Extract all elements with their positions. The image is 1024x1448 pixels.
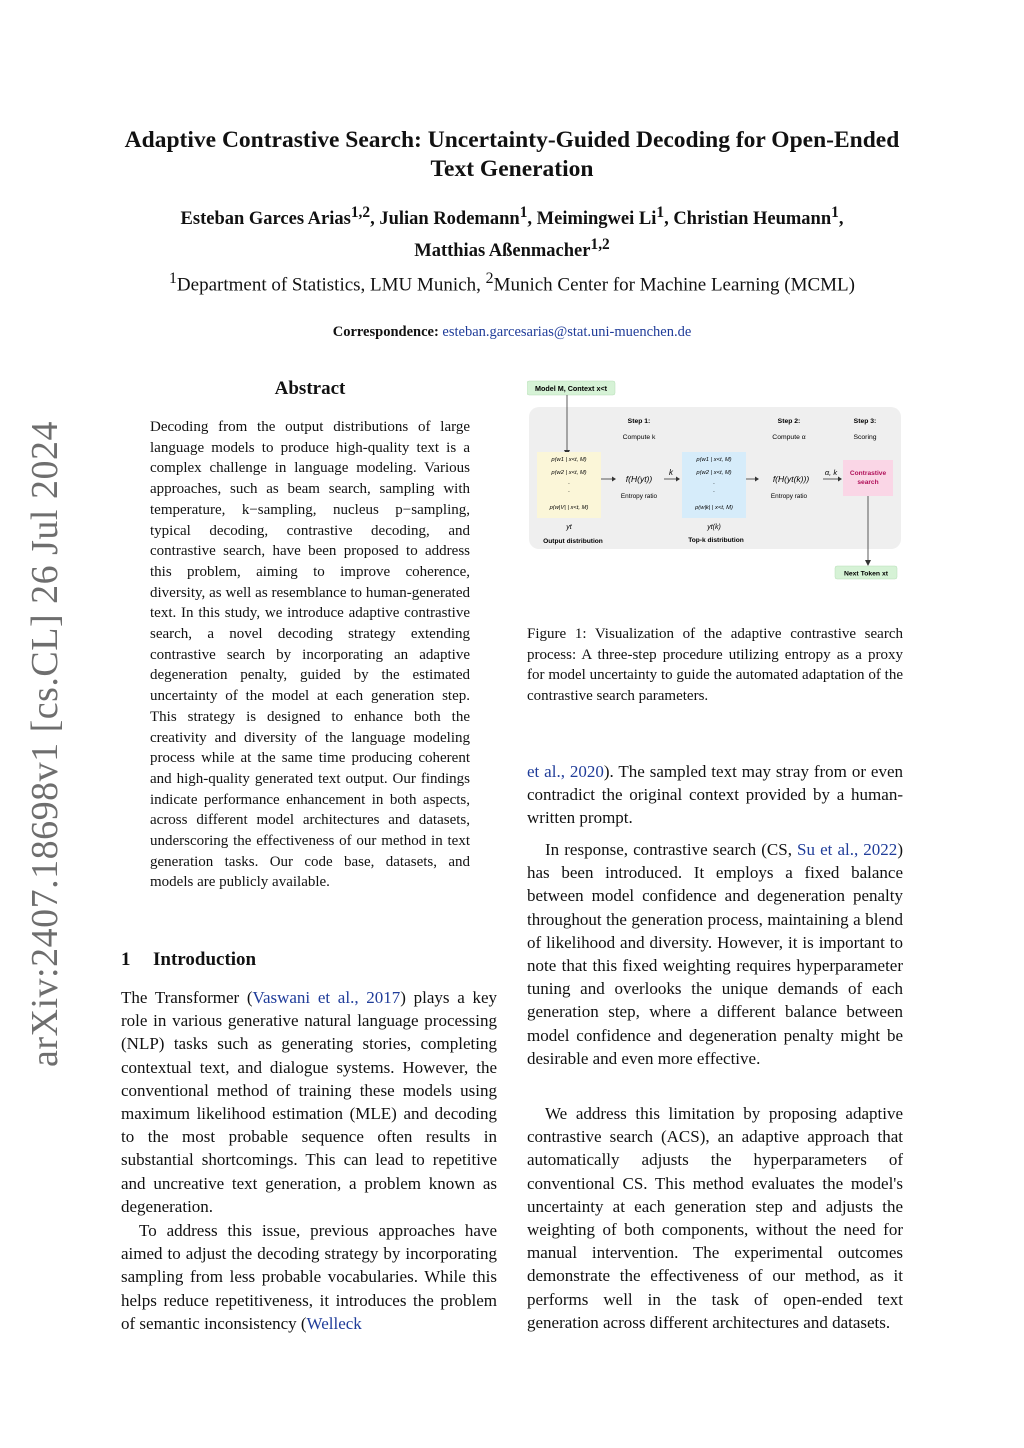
right-paragraph-2 <box>527 838 903 1070</box>
author: Matthias Aßenmacher <box>414 241 591 262</box>
prob-row: p(w1 | x<t, M) <box>551 457 587 463</box>
abstract-heading: Abstract <box>274 378 346 399</box>
output-distribution-label: Output distribution <box>543 538 603 545</box>
entropy-function-1: f(H(yt)) <box>625 474 653 484</box>
arrowhead <box>865 560 871 566</box>
email-link[interactable]: esteban.garcesarias@stat.uni-muenchen.de <box>442 324 692 340</box>
model-context-label: Model M, Context x<t <box>534 384 608 393</box>
figure-1-diagram <box>527 378 903 583</box>
prob-dot: . <box>713 480 715 486</box>
alpha-k-label: α, k <box>824 468 838 477</box>
figure-caption: Figure 1: Visualization of the adaptive contrastive search process: A three-step procedure utilizing entropy as a proxy for model uncertainty to guide the automated adaptation of the contrastive search parameters. <box>527 626 903 705</box>
affiliation-2: Munich Center for Machine Learning (MCML) <box>493 274 855 296</box>
author-sup: 1 <box>656 204 665 221</box>
right-paragraph-3: We address this limitation by proposing adaptive contrastive search (ACS), an adaptive approach that automatically adjusts the hyperparameters of conventional CS. This method evaluates the model's uncertainty at each generation step and adjusts the weighting of both components, without the need for manual intervention. The experimental outcomes demonstrate the effectiveness of our method, as it performs well in the task of open-ended text generation across different architectures and datasets. <box>527 1104 903 1332</box>
author: Esteban Garces Arias <box>180 209 351 230</box>
text: To address this issue, previous approaches have aimed to adjust the decoding strategy by incorporating sampling from less probable vocabularies. While this helps reduce repetitiveness, it introduces the problem of semantic inconsistency ( <box>121 1221 497 1333</box>
correspondence <box>120 324 904 341</box>
author-sup: 1 <box>519 204 528 221</box>
affil-sup: 2 <box>485 270 494 287</box>
prob-dot: . <box>568 480 570 486</box>
section-heading-introduction <box>121 949 256 971</box>
arxiv-stamp: arXiv:2407.18698v1 [cs.CL] 26 Jul 2024 <box>24 421 66 1067</box>
text: ). The sampled text may stray from or even contradict the original context provided by a human-written prompt. <box>527 762 903 828</box>
text: ) plays a key role in various generative natural language processing (NLP) tasks such as generating stories, completing contextual text, and dialogue systems. However, the conventional method of training these models using maximum likelihood estimation (MLE) and decoding to the most probable sequence often results in substantial shortcomings. This can lead to repetitive and uncreative text generation, a problem known as degeneration. <box>121 988 498 1216</box>
citation-link[interactable]: et al., 2020 <box>527 762 604 781</box>
text: ) has been introduced. It employs a fixed balance between model confidence and degeneration penalty throughout the generation process, maintaining a blend of likelihood and diversity. However, it is important to note that this fixed weighting requires hyperparameter tuning and overlooks the unique demands of each generation step, where a different balance between model confidence and degeneration penalty might be desirable and even more effective. <box>527 840 903 1068</box>
step3-label: Step 3: <box>853 418 877 425</box>
contrastive-search-label: Contrastive <box>849 470 887 477</box>
prob-row: p(w|V| | x<t, M) <box>549 505 589 511</box>
author-sup: 1,2 <box>590 236 610 254</box>
author: Christian Heumann <box>673 209 832 230</box>
contrastive-search-label: search <box>857 479 879 486</box>
prob-row: p(w2 | x<t, M) <box>696 470 732 476</box>
step2-label: Step 2: <box>777 418 801 425</box>
author-list: Esteban Garces Arias$^{1,2}$, Julian Rodemann$^1$, Meimingwei Li$^1$, Christian Heumann$^1$, Matthias Aßenmacher$^{1,2}$ <box>180 204 844 262</box>
author: Julian Rodemann <box>379 209 520 230</box>
abstract-text: Decoding from the output distributions of large language models to produce high-quality text is a complex challenge in language modeling. Various approaches, such as beam search, sampling with temperature, k−sampling, nucleus p−sampling, typical decoding, contrastive decoding, and contrastive search, have been proposed to address this problem, aiming to improve coherence, diversity, as well as resemblance to human-generated text. In this study, we introduce adaptive contrastive search, a novel decoding strategy extending contrastive search by incorporating an adaptive degeneration penalty, guided by the estimated uncertainty of the model at each generation step. This strategy is designed to enhance both the creativity and diversity of the language modeling process while at the same time producing coherent and high-quality generated text output. Our findings indicate performance enhancement in both aspects, across different model architectures and datasets, underscoring the effectiveness of our method in text generation tasks. Our code base, datasets, and models are publicly available. <box>150 419 470 891</box>
author: Meimingwei Li <box>536 209 657 230</box>
section-number: 1 <box>121 949 131 970</box>
right-paragraph-1 <box>527 760 903 830</box>
author-sup: 1,2 <box>350 204 371 221</box>
k-label: k <box>669 468 673 477</box>
correspondence-label: Correspondence: <box>332 324 439 340</box>
prob-dot: . <box>713 488 715 494</box>
citation-link[interactable]: Su et al., 2022 <box>797 840 898 859</box>
output-variable: yt <box>566 524 572 531</box>
topk-distribution-label: Top-k distribution <box>688 537 744 544</box>
entropy-function-2: f(H(yt(k))) <box>772 474 810 484</box>
prob-row: p(w2 | x<t, M) <box>551 470 587 476</box>
prob-row: p(w|k| | x<t, M) <box>695 505 733 511</box>
prob-dot: . <box>568 488 570 494</box>
entropy-ratio-label-2: Entropy ratio <box>770 493 808 500</box>
intro-paragraph-2 <box>121 1219 497 1335</box>
step1-label: Step 1: <box>627 418 651 425</box>
citation-link[interactable]: Welleck <box>306 1313 362 1333</box>
step3-sub: Scoring <box>853 434 877 441</box>
section-title: Introduction <box>153 949 257 970</box>
affil-sup: 1 <box>169 270 177 287</box>
topk-variable: yt(k) <box>707 524 721 531</box>
intro-paragraph-1 <box>121 986 497 1218</box>
paper-title: Adaptive Contrastive Search: Uncertainty-Guided Decoding for Open-Ended Text Generation <box>124 127 900 182</box>
text: In response, contrastive search (CS, <box>545 840 798 859</box>
text: The Transformer ( <box>121 988 253 1007</box>
citation-link[interactable]: Vaswani et al., 2017 <box>252 988 401 1007</box>
next-token-label: Next Token xt <box>843 570 889 578</box>
affiliations <box>120 270 904 296</box>
author-sup: 1 <box>831 204 839 221</box>
entropy-ratio-label-1: Entropy ratio <box>620 493 658 500</box>
step2-sub: Compute α <box>772 434 806 441</box>
step1-sub: Compute k <box>622 434 656 441</box>
contrastive-search-box <box>843 460 893 496</box>
affiliation-1: Department of Statistics, LMU Munich, <box>176 274 481 296</box>
prob-row: p(w1 | x<t, M) <box>696 457 732 463</box>
